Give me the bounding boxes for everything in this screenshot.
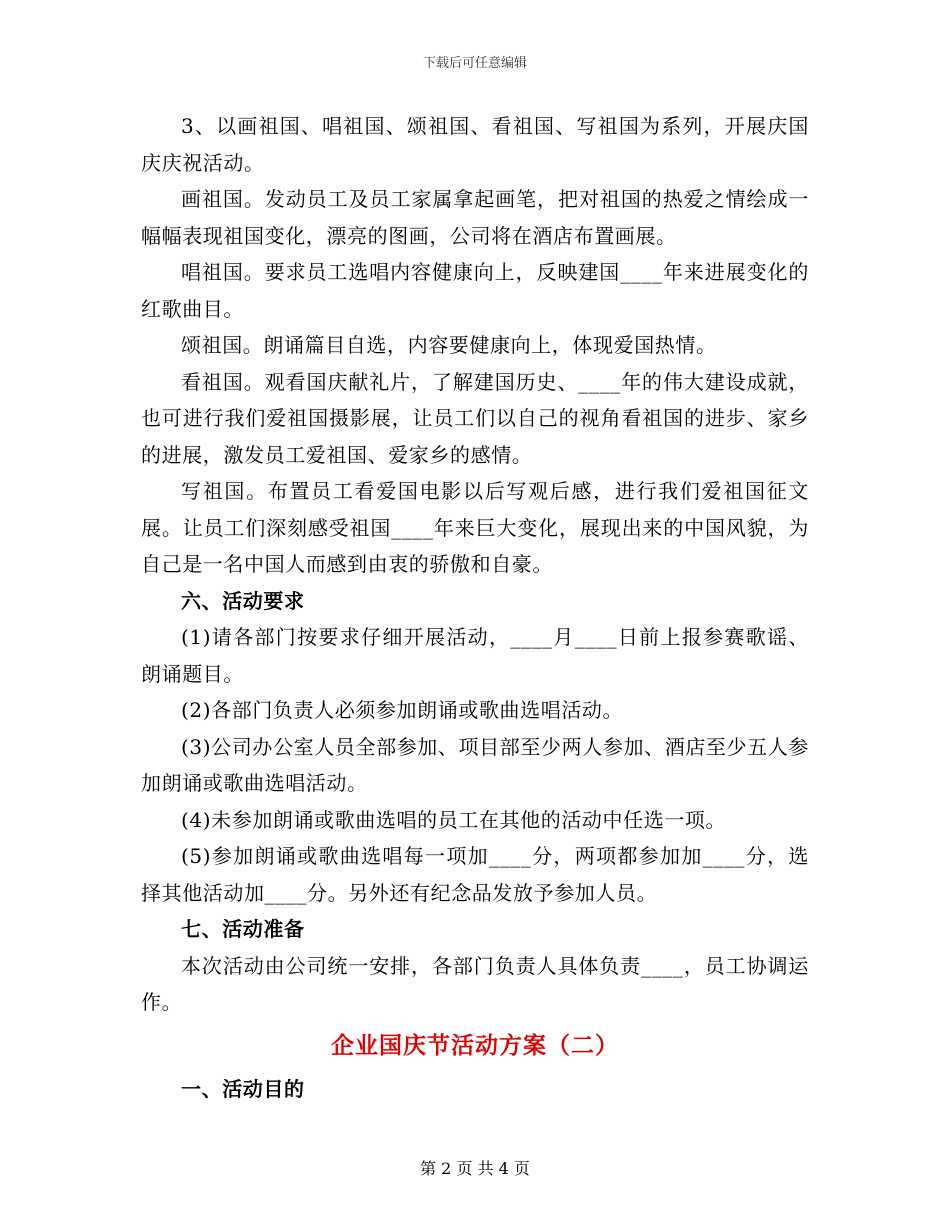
page-footer: 第 2 页 共 4 页 <box>420 1159 530 1178</box>
paragraph: 颂祖国。朗诵篇目自选，内容要健康向上，体现爱国热情。 <box>181 333 717 357</box>
paragraph: (1)请各部门按要求仔细开展活动，____月____日前上报参赛歌谣、朗诵题目。 <box>141 625 809 686</box>
paragraph: 3、以画祖国、唱祖国、颂祖国、看祖国、写祖国为系列，开展庆国庆庆祝活动。 <box>141 114 809 175</box>
paragraph: 画祖国。发动员工及员工家属拿起画笔，把对祖国的热爱之情绘成一幅幅表现祖国变化，漂亮的图画，公司将在酒店布置画展。 <box>141 187 809 248</box>
page-header: 下载后可任意编辑 <box>422 56 527 71</box>
section-heading: 一、活动目的 <box>181 1076 305 1101</box>
paragraph: (5)参加朗诵或歌曲选唱每一项加____分，两项都参加加____分，选择其他活动加____分。另外还有纪念品发放予参加人员。 <box>141 844 809 905</box>
document-body <box>141 108 809 1107</box>
paragraph: (4)未参加朗诵或歌曲选唱的员工在其他的活动中任选一项。 <box>181 807 727 832</box>
paragraph: (3)公司办公室人员全部参加、项目部至少两人参加、酒店至少五人参加朗诵或歌曲选唱活动。 <box>141 734 809 795</box>
paragraph: 本次活动由公司统一安排，各部门负责人具体负责____，员工协调运作。 <box>141 953 809 1014</box>
section-heading: 六、活动要求 <box>181 588 305 613</box>
paragraph: 写祖国。布置员工看爱国电影以后写观后感，进行我们爱祖国征文展。让员工们深刻感受祖国____年来巨大变化，展现出来的中国风貌，为自己是一名中国人而感到由衷的骄傲和自豪。 <box>141 479 809 576</box>
paragraph: (2)各部门负责人必须参加朗诵或歌曲选唱活动。 <box>181 698 624 722</box>
paragraph: 看祖国。观看国庆献礼片，了解建国历史、____年的伟大建设成就，也可进行我们爱祖国摄影展，让员工们以自己的视角看祖国的进步、家乡的进展，激发员工爱祖国、爱家乡的感情。 <box>141 369 809 467</box>
section-heading: 七、活动准备 <box>181 917 305 941</box>
paragraph: 唱祖国。要求员工选唱内容健康向上，反映建国____年来进展变化的红歌曲目。 <box>141 260 809 321</box>
document-title: 企业国庆节活动方案（二） <box>331 1031 619 1059</box>
